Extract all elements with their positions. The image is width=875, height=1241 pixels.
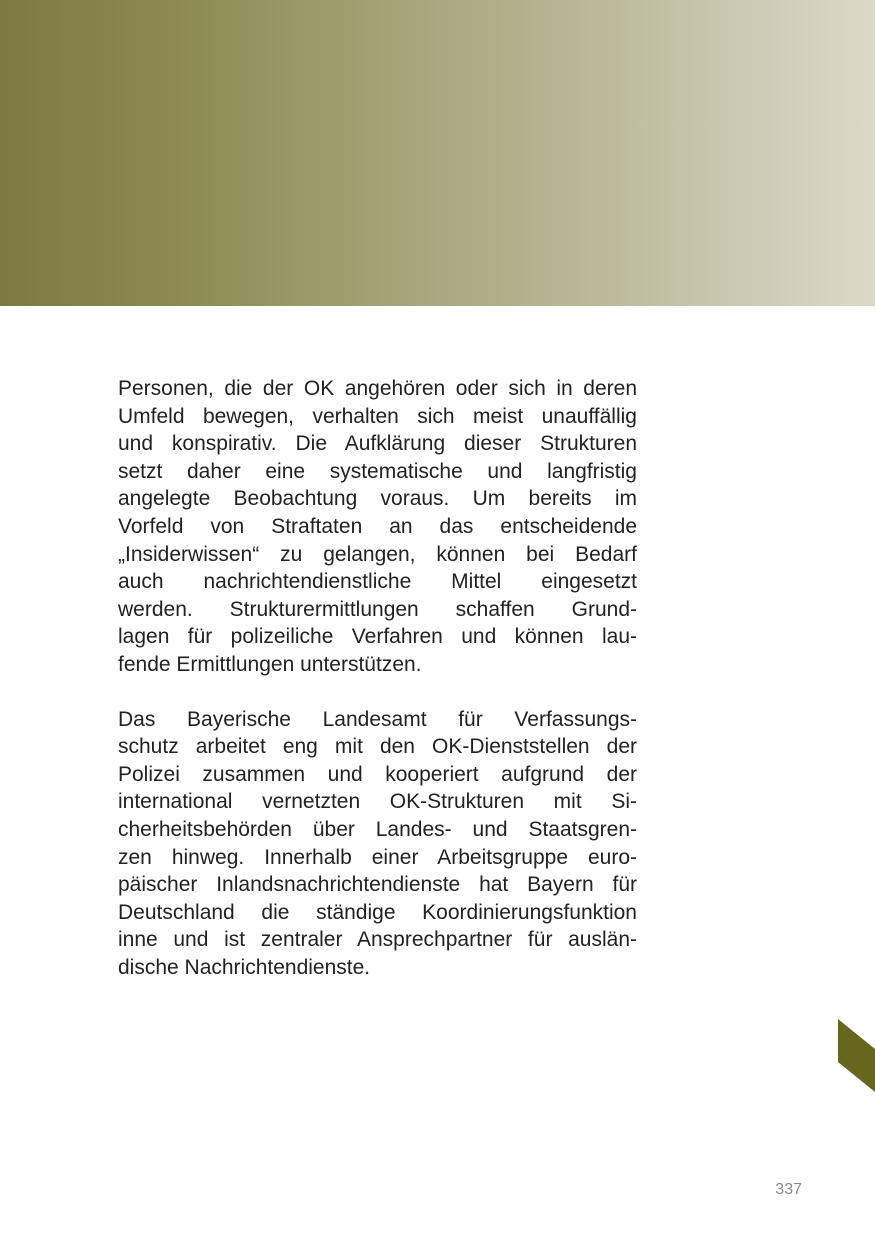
text-line: schutz arbeitet eng mit den OK-Dienststellen der	[118, 735, 637, 759]
text-line: Umfeld bewegen, verhalten sich meist unauffällig	[118, 404, 637, 428]
body-text	[118, 375, 637, 981]
text-line: Personen, die der OK angehören oder sich in deren	[118, 377, 637, 400]
page-number: 337	[775, 1181, 802, 1198]
text-line: werden. Strukturermittlungen schaffen Grund-	[118, 597, 637, 621]
text-line: fende Ermittlungen unterstützen.	[118, 652, 422, 676]
text-line: Vorfeld von Straftaten an das entscheidende	[118, 514, 637, 538]
text-line: cherheitsbehörden über Landes- und Staatsgren-	[118, 817, 637, 841]
text-line: inne und ist zentraler Ansprechpartner für auslän-	[118, 928, 637, 952]
text-line: Das Bayerische Landesamt für Verfassungs-	[118, 707, 637, 731]
paragraph-2	[118, 706, 637, 982]
chapter-tab-marker	[838, 1019, 875, 1092]
header-color-band	[0, 0, 875, 306]
paragraph-1	[118, 375, 637, 679]
text-line: setzt daher eine systematische und langfristig	[118, 459, 637, 483]
text-line: angelegte Beobachtung voraus. Um bereits im	[118, 487, 637, 511]
text-line: international vernetzten OK-Strukturen mit Si-	[118, 790, 637, 814]
text-line: zen hinweg. Innerhalb einer Arbeitsgruppe euro-	[118, 845, 637, 869]
text-line: „Insiderwissen“ zu gelangen, können bei Bedarf	[118, 542, 637, 566]
text-line: lagen für polizeiliche Verfahren und können lau-	[118, 625, 637, 649]
text-line: päischer Inlandsnachrichtendienste hat Bayern für	[118, 873, 637, 897]
text-line: und konspirativ. Die Aufklärung dieser Strukturen	[118, 432, 637, 456]
text-line: auch nachrichtendienstliche Mittel eingesetzt	[118, 570, 637, 594]
text-line: Polizei zusammen und kooperiert aufgrund der	[118, 762, 637, 786]
text-line: dische Nachrichtendienste.	[118, 955, 371, 979]
text-line: Deutschland die ständige Koordinierungsfunktion	[118, 900, 637, 924]
